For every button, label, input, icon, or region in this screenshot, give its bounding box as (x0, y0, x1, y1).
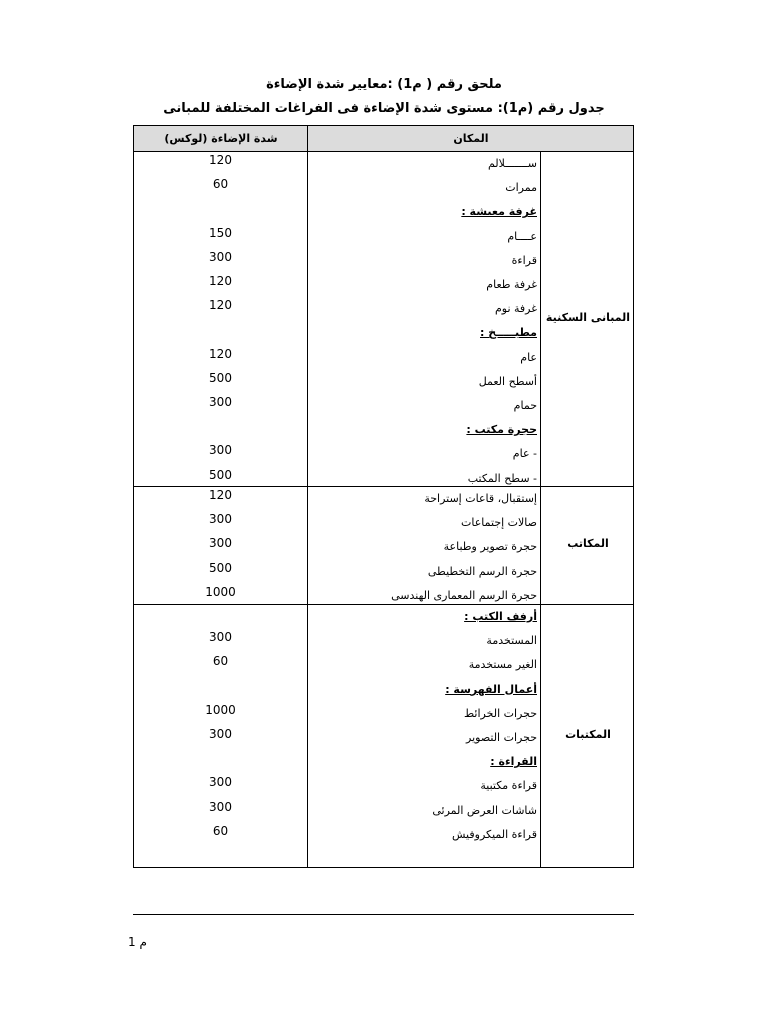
table-header (134, 126, 633, 152)
lux-value-cell: 300 (209, 443, 232, 458)
lux-value-cell: 300 (209, 536, 232, 551)
place-cell: قراءة مكتبية (480, 779, 537, 793)
place-cell: غرفة طعام (486, 278, 537, 291)
place-cell: أسطح العمل (478, 374, 537, 388)
page-number: م 1 (128, 935, 147, 949)
subsection-heading: أرفف الكتب : (464, 610, 537, 623)
lux-value-cell: 300 (209, 395, 232, 409)
lux-value-cell: 120 (209, 346, 232, 361)
lux-value-cell: 300 (209, 775, 232, 790)
page-title: ملحق رقم ( م1) :معايير شدة الإضاءة (266, 77, 502, 92)
place-cell: المستخدمة (486, 634, 537, 648)
lux-value-cell: 500 (209, 560, 232, 575)
category-divider (540, 151, 541, 867)
lux-value-cell: 120 (209, 298, 232, 313)
header-place: المكان (453, 132, 489, 145)
column-divider (307, 126, 308, 867)
place-cell: - سطح المكتب (467, 471, 537, 485)
place-cell: قراءة الميكروفيش (452, 827, 537, 841)
place-cell: غرفة نوم (494, 302, 537, 316)
lux-value-cell: 300 (209, 727, 232, 741)
lux-value-cell: 300 (209, 512, 232, 527)
place-cell: ســـــــلالم (487, 157, 537, 170)
table-caption: جدول رقم (م1): مستوى شدة الإضاءة فى الفراغات المختلفة للمبانى (163, 101, 605, 116)
illuminance-table (133, 125, 634, 868)
place-cell: إستقبال، قاعات إستراحة (424, 492, 537, 505)
header-value: شدة الإضاءة (لوكس) (164, 132, 278, 145)
category-label: المكتبات (565, 727, 611, 741)
lux-value-cell: 1000 (205, 702, 236, 717)
lux-value-cell: 60 (212, 823, 229, 838)
lux-value-cell: 300 (209, 799, 232, 814)
subsection-heading: القراءة : (490, 755, 537, 769)
place-cell: الغير مستخدمة (468, 658, 537, 672)
place-cell: حجرة الرسم التخطيطى (427, 564, 537, 578)
lux-value-cell: 300 (209, 249, 232, 264)
place-cell: صالات إجتماعات (461, 516, 537, 530)
lux-value-cell: 60 (212, 654, 229, 669)
place-cell: شاشات العرض المرئى (432, 803, 537, 817)
subsection-heading: غرفة معيشة : (461, 205, 537, 219)
lux-value-cell: 120 (209, 153, 232, 167)
lux-value-cell: 500 (209, 467, 232, 482)
place-cell: قراءة (511, 253, 537, 267)
place-cell: حجرات الخرائط (463, 706, 537, 720)
category-label: المبانى السكنية (545, 310, 631, 324)
place-cell: حمام (513, 399, 537, 412)
lux-value-cell: 300 (209, 630, 232, 645)
subsection-heading: أعمال الفهرسة : (445, 682, 537, 696)
subsection-heading: حجرة مكتب : (466, 423, 537, 437)
place-cell: حجرة الرسم المعمارى الهندسى (391, 588, 537, 602)
lux-value-cell: 1000 (205, 584, 236, 599)
group-separator (134, 486, 633, 487)
place-cell: حجرات التصوير (466, 731, 537, 744)
lux-value-cell: 150 (209, 225, 232, 240)
lux-value-cell: 500 (209, 370, 232, 385)
group-separator (134, 604, 633, 605)
place-cell: حجرة تصوير وطباعة (443, 540, 537, 554)
lux-value-cell: 120 (209, 488, 232, 502)
subsection-heading: مطبـــــخ : (480, 326, 537, 340)
place-cell: - عام (512, 447, 537, 461)
footer-rule (133, 914, 634, 915)
category-label: المكاتب (567, 537, 609, 550)
place-cell: ممرات (505, 181, 537, 195)
place-cell: عام (520, 350, 537, 364)
lux-value-cell: 60 (212, 177, 229, 192)
place-cell: عــــام (507, 229, 537, 243)
lux-value-cell: 120 (209, 274, 232, 288)
